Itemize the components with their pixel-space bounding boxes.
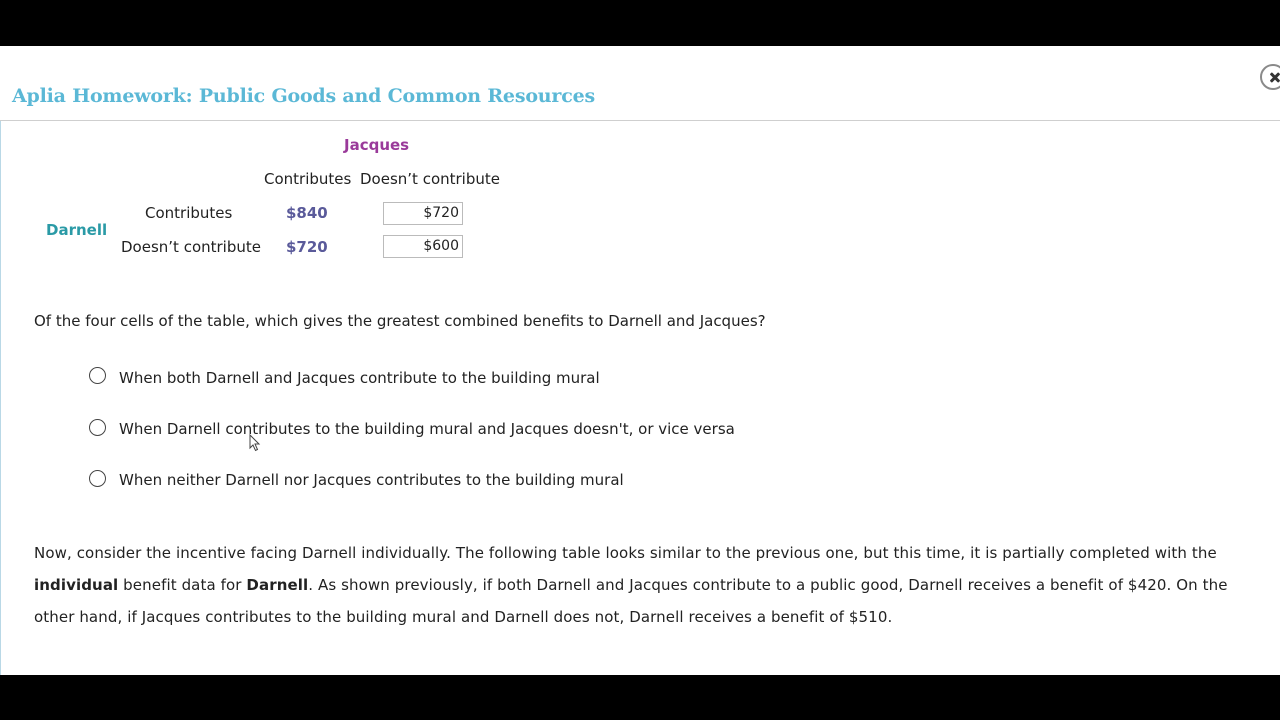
payoff-value-doesnt-contributes: $720 (286, 238, 328, 256)
payoff-input-doesnt-doesnt[interactable]: $600 (383, 235, 463, 258)
option-radio-3[interactable] (89, 470, 106, 487)
payoff-value-contributes-contributes: $840 (286, 204, 328, 222)
homework-window (0, 46, 1280, 675)
row-header-contributes: Contributes (145, 204, 233, 222)
column-player-label: Jacques (344, 136, 410, 154)
option-label-1[interactable]: When both Darnell and Jacques contribute to the building mural (119, 369, 600, 387)
paragraph-part-1: Now, consider the incentive facing Darnell individually. The following table looks similar to the previous one, but this time, it is partially completed with the (34, 544, 1217, 562)
question-text: Of the four cells of the table, which gives the greatest combined benefits to Darnell and Jacques? (34, 312, 766, 330)
column-header-doesnt-contribute: Doesn’t contribute (360, 170, 500, 188)
paragraph-bold-individual: individual (34, 576, 119, 594)
page-title: Aplia Homework: Public Goods and Common Resources (12, 85, 595, 107)
row-player-label: Darnell (46, 221, 108, 239)
payoff-input-contributes-doesnt[interactable]: $720 (383, 202, 463, 225)
option-label-3[interactable]: When neither Darnell nor Jacques contributes to the building mural (119, 471, 624, 489)
mouse-pointer-icon (249, 434, 261, 452)
column-header-contributes: Contributes (264, 170, 352, 188)
close-icon[interactable] (1260, 64, 1280, 90)
paragraph-part-2: benefit data for (118, 576, 247, 594)
content-left-border (0, 121, 1, 675)
instruction-paragraph (34, 537, 1249, 633)
option-label-2[interactable]: When Darnell contributes to the building mural and Jacques doesn't, or vice versa (119, 420, 735, 438)
paragraph-part-3: . As shown previously, if both Darnell and Jacques contribute to a public good, Darnell receives a benefit of $420. On the other hand, if Jacques contributes to the building mural and Darnell does not, Darnell receives a benefit of $510. (34, 576, 1228, 626)
row-header-doesnt-contribute: Doesn’t contribute (121, 238, 261, 256)
option-radio-2[interactable] (89, 419, 106, 436)
option-radio-1[interactable] (89, 367, 106, 384)
title-bar (0, 46, 1280, 121)
paragraph-bold-darnell: Darnell (246, 576, 309, 594)
